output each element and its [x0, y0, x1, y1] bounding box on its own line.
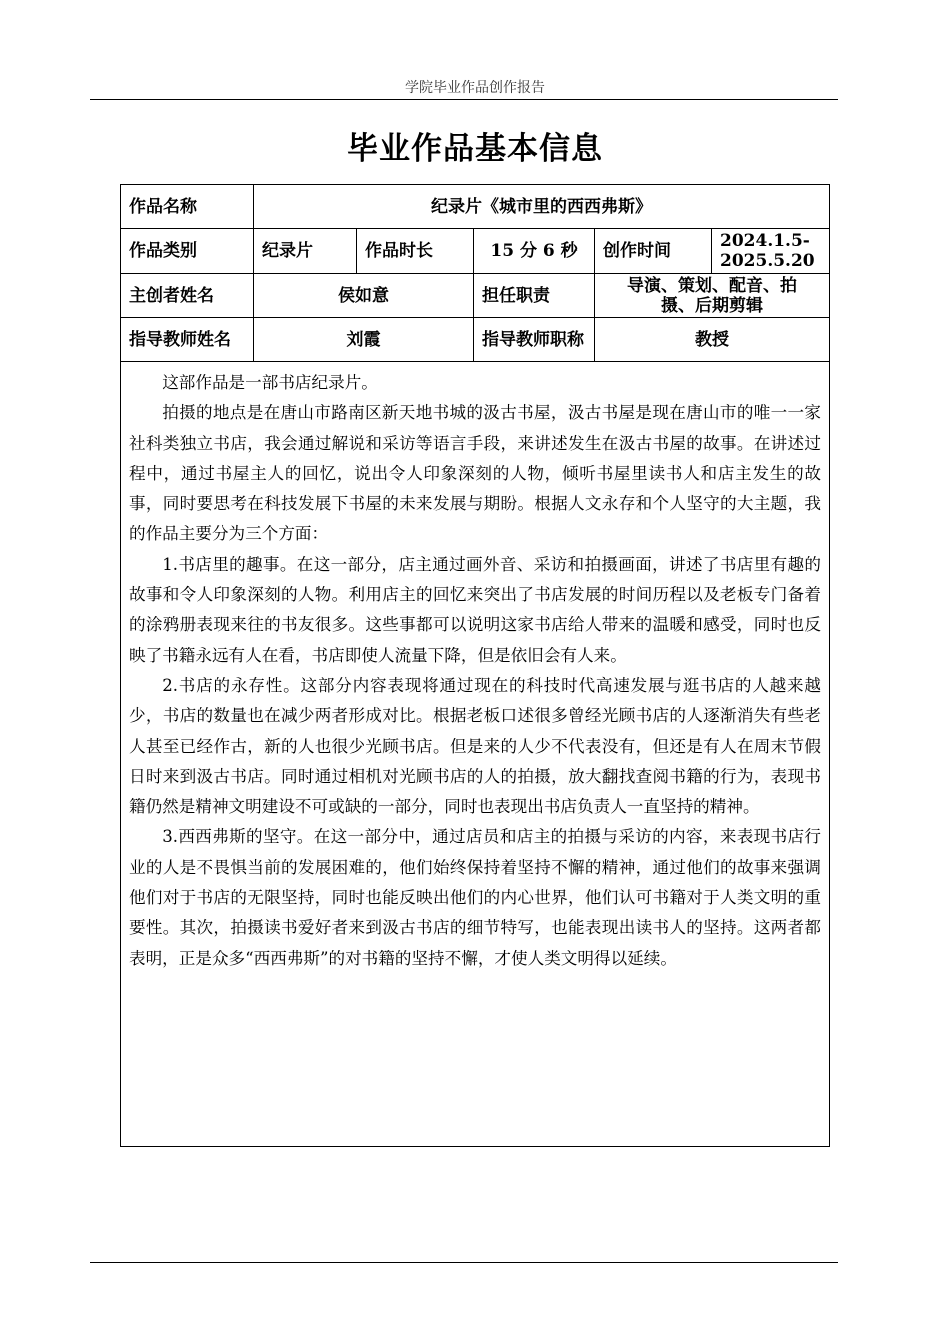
work-name-value: 纪录片《城市里的西西弗斯》 — [254, 185, 830, 229]
creator-label: 主创者姓名 — [121, 274, 254, 318]
description-paragraph: 1.书店里的趣事。在这一部分，店主通过画外音、采访和拍摄画面，讲述了书店里有趣的故事和令人印象深刻的人物。利用店主的回忆来突出了书店发展的时间历程以及老板专门备着的涂鸦册表现来往的书友很多。这些事都可以说明这家书店给人带来的温暖和感受，同时也反映了书籍永远有人在看，书店即使人流量下降，但是依旧会有人来。 — [129, 554, 822, 665]
duration-label: 作品时长 — [357, 229, 474, 274]
table-row — [121, 229, 830, 274]
creation-time-value — [712, 229, 830, 274]
advisor-label: 指导教师姓名 — [121, 318, 254, 362]
page-title: 毕业作品基本信息 — [347, 131, 603, 167]
category-value: 纪录片 — [254, 229, 357, 274]
duration-value: 15 分 6 秒 — [474, 229, 595, 274]
description-paragraph: 3.西西弗斯的坚守。在这一部分中，通过店员和店主的拍摄与采访的内容，来表现书店行业的人是不畏惧当前的发展困难的，他们始终保持着坚持不懈的精神，通过他们的故事来强调他们对于书店的无限坚持，同时也能反映出他们的内心世界，他们认可书籍对于人类文明的重要性。其次，拍摄读书爱好者来到汲古书店的细节特写，也能表现出读书人的坚持。这两者都表明，正是众多“西西弗斯”的对书籍的坚持不懈，才使人类文明得以延续。 — [129, 827, 822, 968]
role-line-2: 摄、后期剪辑 — [661, 295, 764, 316]
header-rule — [90, 99, 838, 100]
creation-time-label: 创作时间 — [595, 229, 712, 274]
info-table — [120, 184, 830, 1147]
advisor-title-value: 教授 — [595, 318, 830, 362]
creation-time-start: 2024.1.5- — [720, 231, 810, 251]
work-name-label: 作品名称 — [121, 185, 254, 229]
category-label: 作品类别 — [121, 229, 254, 274]
description-paragraph: 拍摄的地点是在唐山市路南区新天地书城的汲古书屋，汲古书屋是现在唐山市的唯一一家社科类独立书店，我会通过解说和采访等语言手段，来讲述发生在汲古书屋的故事。在讲述过程中，通过书屋主人的回忆，说出令人印象深刻的人物，倾听书屋里读书人和店主发生的故事，同时要思考在科技发展下书屋的未来发展与期盼。根据人文永存和个人坚守的大主题，我的作品主要分为三个方面： — [129, 403, 822, 544]
description-cell — [121, 362, 830, 1147]
role-label: 担任职责 — [474, 274, 595, 318]
advisor-title-label: 指导教师职称 — [474, 318, 595, 362]
advisor-value: 刘霞 — [254, 318, 474, 362]
role-value — [595, 274, 830, 318]
role-line-1: 导演、策划、配音、拍 — [627, 275, 798, 296]
table-row — [121, 185, 830, 229]
running-header: 学院毕业作品创作报告 — [405, 80, 545, 96]
footer-rule — [90, 1262, 838, 1263]
table-row — [121, 318, 830, 362]
description-paragraph: 这部作品是一部书店纪录片。 — [162, 373, 378, 392]
creation-time-end: 2025.5.20 — [720, 251, 815, 271]
creator-value: 侯如意 — [254, 274, 474, 318]
table-row — [121, 274, 830, 318]
description-row — [121, 362, 830, 1147]
description-paragraph: 2.书店的永存性。这部分内容表现将通过现在的科技时代高速发展与逛书店的人越来越少，书店的数量也在减少两者形成对比。根据老板口述很多曾经光顾书店的人逐渐消失有些老人甚至已经作古，新的人也很少光顾书店。但是来的人少不代表没有，但还是有人在周末节假日时来到汲古书店。同时通过相机对光顾书店的人的拍摄，放大翻找查阅书籍的行为，表现书籍仍然是精神文明建设不可或缺的一部分，同时也表现出书店负责人一直坚持的精神。 — [129, 675, 822, 817]
